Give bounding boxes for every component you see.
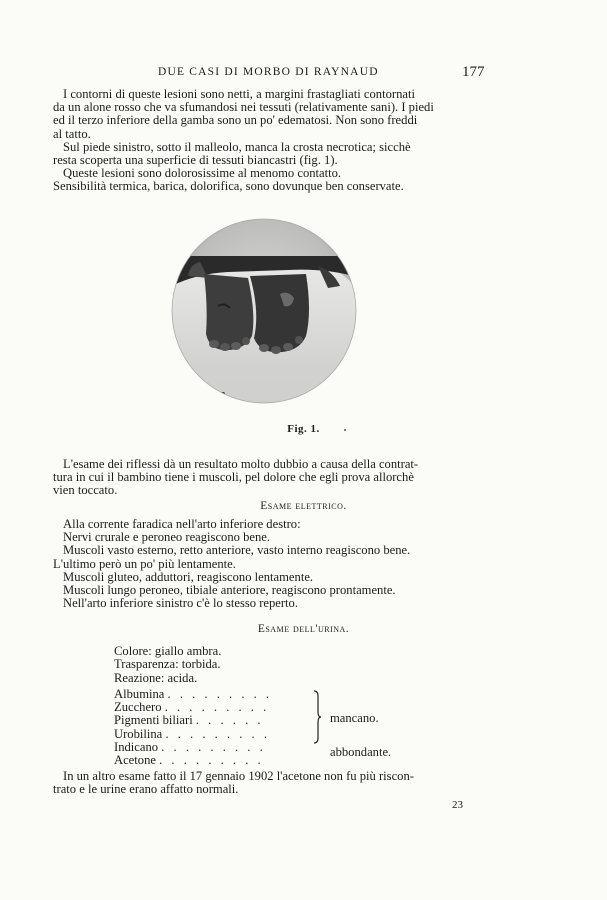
text-line: al tatto.	[53, 126, 91, 141]
list-item: Zucchero . . . . . . . . .	[114, 700, 270, 715]
brace-bracket	[312, 690, 322, 744]
list-item: Acetone . . . . . . . . .	[114, 752, 264, 767]
text-line: Muscoli gluteo, adduttori, reagiscono lentamente.	[63, 569, 314, 584]
text-line: Queste lesioni sono dolorosissime al menomo contatto.	[63, 166, 342, 181]
list-item: Urobilina . . . . . . . . .	[114, 726, 270, 741]
list-item: Indicano . . . . . . . . .	[114, 739, 266, 754]
section-title-urine: Esame dell'urina.	[257, 623, 350, 635]
result-abundant: abbondante.	[330, 745, 392, 759]
list-item: Pigmenti biliari . . . . . .	[114, 713, 264, 728]
text-line: da un alone rosso che va sfumandosi nei tessuti (relativamente sani). I piedi	[53, 100, 434, 115]
paragraph-reflexes	[53, 458, 491, 498]
text-line: Sensibilità termica, barica, dolorifica, sono dovunque ben conservate.	[53, 179, 404, 194]
feet-photograph	[168, 216, 360, 406]
text-line: Nervi crurale e peroneo reagiscono bene.	[63, 530, 270, 545]
urine-colour: Colore: giallo ambra.	[114, 644, 222, 658]
running-header	[0, 64, 607, 84]
text-line: Nell'arto inferiore sinistro c'è lo stesso reperto.	[63, 596, 299, 611]
paragraph-second-exam	[53, 770, 491, 796]
figure-photo	[168, 216, 360, 406]
text-line: L'esame dei riflessi dà un resultato molto dubbio a causa della contrat-	[63, 457, 419, 471]
text-line: In un altro esame fatto il 17 gennaio 1902 l'acetone non fu più riscon-	[63, 769, 414, 783]
text-line: Muscoli vasto esterno, retto anteriore, vasto interno reagiscono bene.	[63, 543, 411, 558]
list-item: Albumina . . . . . . . . .	[114, 687, 273, 701]
header-title: DUE CASI DI MORBO DI RAYNAUD	[158, 66, 379, 78]
signature-folio: 23	[452, 799, 463, 811]
urine-reaction: Reazione: acida.	[114, 670, 198, 685]
text-line: I contorni di queste lesioni sono netti, a margini frastagliati contornati	[63, 87, 415, 101]
page-number: 177	[462, 64, 485, 80]
text-line: tura in cui il bambino tiene i muscoli, pel dolore che egli prova allorchè	[53, 470, 414, 485]
text-line: vien toccato.	[53, 483, 118, 498]
text-line: Sul piede sinistro, sotto il malleolo, manca la crosta necrotica; sicchè	[63, 139, 411, 154]
section-title-electric: Esame elettrico.	[260, 500, 347, 512]
result-absent: mancano.	[330, 711, 379, 725]
paragraph-electric	[53, 518, 491, 610]
paragraph-lesions	[53, 88, 491, 194]
text-line: L'ultimo però un po' più lentamente.	[53, 556, 236, 571]
figure-caption: Fig. 1.	[287, 423, 320, 435]
stray-mark	[344, 429, 346, 431]
urine-properties	[114, 645, 221, 685]
urine-analysis-list	[114, 688, 272, 767]
text-line: resta scoperta una superficie di tessuti biancastri (fig. 1).	[53, 153, 338, 168]
urine-transparency: Trasparenza: torbida.	[114, 657, 221, 672]
text-line: ed il terzo inferiore della gamba sono un po' edematosi. Non sono freddi	[53, 113, 418, 128]
text-line: Alla corrente faradica nell'arto inferiore destro:	[63, 517, 301, 531]
text-line: Muscoli lungo peroneo, tibiale anteriore, reagiscono prontamente.	[63, 583, 396, 598]
text-line: trato e le urine erano affatto normali.	[53, 782, 239, 797]
